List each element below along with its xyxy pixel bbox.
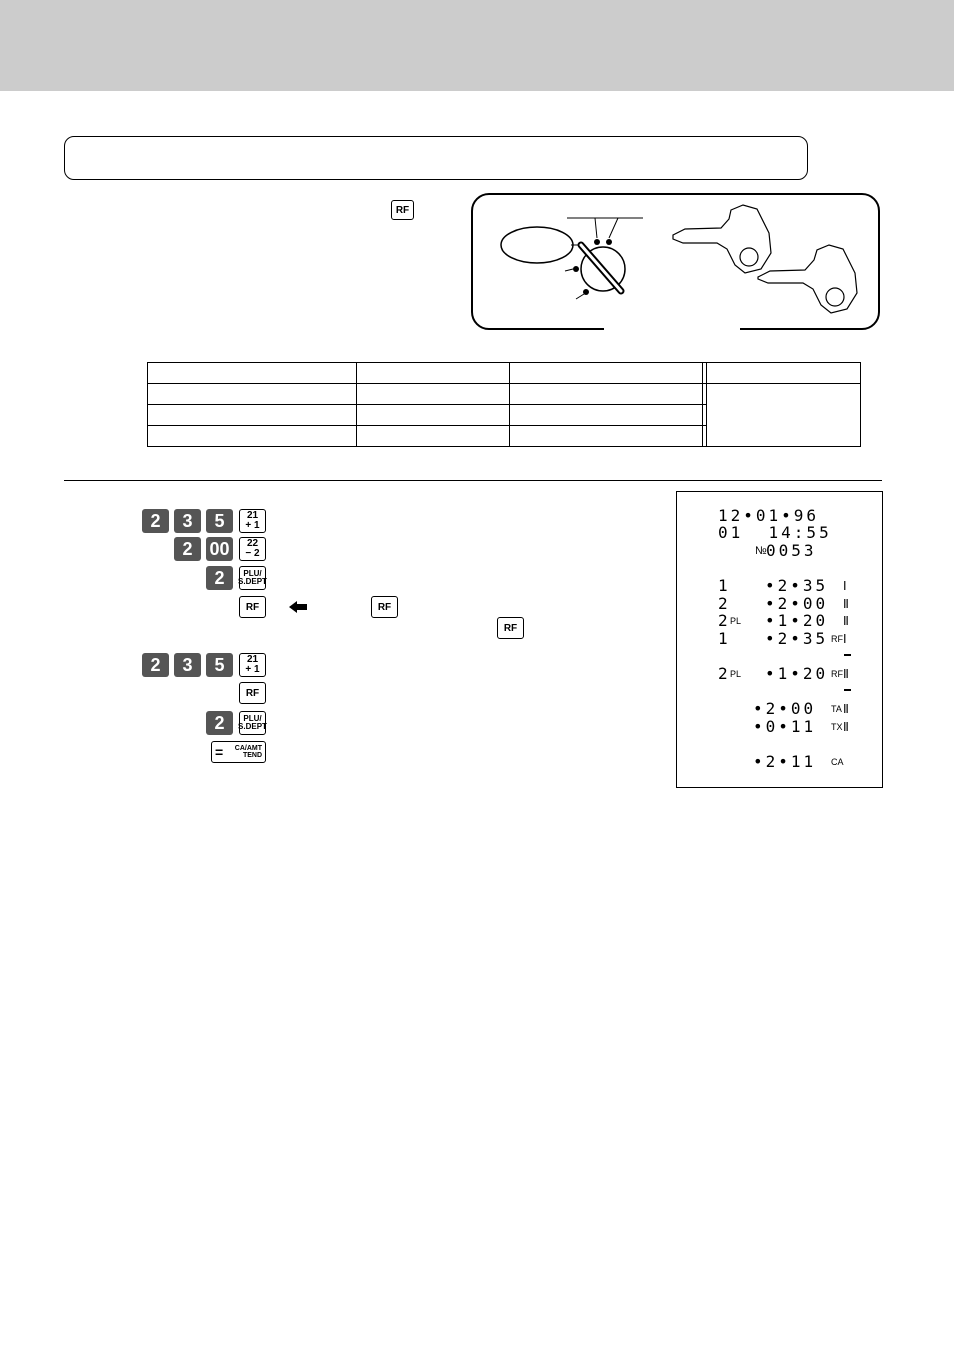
digit-2-key: 2 (206, 711, 233, 735)
receipt-amount: •1•20 (765, 664, 829, 683)
mode-switch-panel (471, 193, 880, 330)
receipt-ca-symbol: CA (831, 757, 844, 767)
receipt-rf-symbol: RF (831, 634, 843, 644)
arrow-left-icon (289, 601, 307, 613)
plu-key: PLU/ S.DEPT (239, 566, 266, 590)
receipt-amount: •2•00 (753, 699, 817, 718)
dept-1-key: 21 + 1 (239, 653, 266, 677)
digit-5-key: 5 (206, 653, 233, 677)
receipt-qty: 2 (718, 611, 731, 630)
receipt-minus-mark (844, 689, 851, 691)
receipt-qty: 2 (718, 664, 731, 683)
receipt-dept: Ⅱ (843, 597, 852, 611)
digit-3-key: 3 (174, 509, 201, 533)
rf-key: RF (371, 596, 398, 618)
ca-amt-tend-key: = CA/AMT TEND (211, 741, 266, 763)
header-band (0, 0, 954, 91)
digit-00-key: 00 (206, 537, 233, 561)
dept-1-key: 21 + 1 (239, 509, 266, 533)
rf-key: RF (497, 617, 524, 639)
digit-2-key: 2 (174, 537, 201, 561)
digit-2-key: 2 (206, 566, 233, 590)
mode-label-ellipse (501, 227, 573, 263)
mode-dot-1 (594, 239, 600, 245)
leader-line-left (595, 218, 597, 238)
receipt-date: 12•01•96 (718, 506, 820, 525)
receipt-dept: Ⅰ (843, 579, 850, 593)
receipt-consecutive-number: 0053 (766, 541, 817, 560)
receipt-pl-symbol: PL (730, 616, 742, 626)
table-row (148, 384, 861, 405)
receipt-tx-symbol: TX (831, 722, 843, 732)
receipt-amount: •2•35 (765, 576, 829, 595)
dept-2-key: 22 − 2 (239, 537, 266, 561)
receipt-amount: •1•20 (765, 611, 829, 630)
plu-key: PLU/ S.DEPT (239, 711, 266, 735)
specification-table (147, 362, 861, 447)
receipt-dept: Ⅱ (843, 614, 852, 628)
printed-receipt (676, 491, 883, 788)
receipt-dept: Ⅱ (843, 720, 852, 734)
mode-switch-illustration (473, 195, 882, 332)
digit-3-key: 3 (174, 653, 201, 677)
rf-key: RF (239, 596, 266, 618)
receipt-rf-symbol: RF (831, 669, 843, 679)
leader-line-right (609, 218, 618, 238)
section-title-box (64, 136, 808, 180)
section-divider (64, 480, 882, 481)
receipt-ta-symbol: TA (831, 704, 842, 714)
receipt-amount: •2•35 (765, 629, 829, 648)
rf-key-inline: RF (391, 200, 414, 220)
receipt-dept: Ⅱ (843, 667, 852, 681)
receipt-amount: •0•11 (753, 717, 817, 736)
receipt-dept: Ⅱ (843, 702, 852, 716)
receipt-minus-mark (844, 654, 851, 656)
digit-5-key: 5 (206, 509, 233, 533)
receipt-amount: •2•00 (765, 594, 829, 613)
receipt-qty: 1 (718, 629, 731, 648)
mode-dot-2 (606, 239, 612, 245)
digit-2-key: 2 (142, 509, 169, 533)
receipt-qty: 1 (718, 576, 731, 595)
mode-dot-3 (573, 266, 579, 272)
receipt-total-amount: •2•11 (753, 752, 817, 771)
table-row (148, 363, 861, 384)
digit-2-key: 2 (142, 653, 169, 677)
receipt-time: 01 14:55 (718, 523, 832, 542)
receipt-dept: Ⅰ (843, 632, 850, 646)
panel-border-gap (604, 326, 740, 332)
receipt-no-symbol: № (755, 545, 767, 557)
receipt-qty: 2 (718, 594, 731, 613)
receipt-pl-symbol: PL (730, 669, 742, 679)
rf-key: RF (239, 682, 266, 704)
